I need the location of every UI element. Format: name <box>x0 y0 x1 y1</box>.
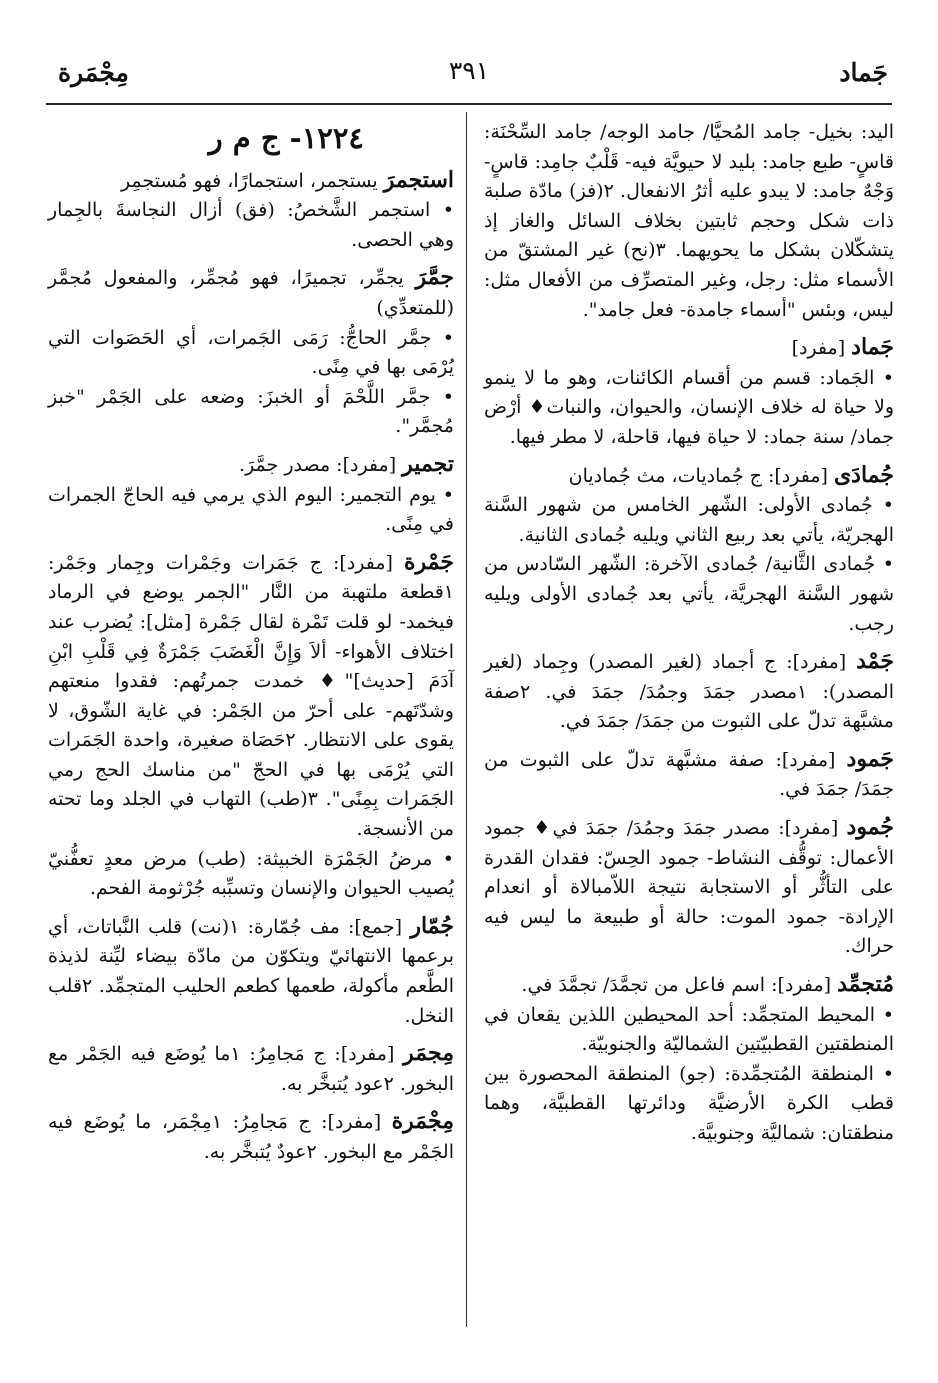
entry-paragraph: • جمَّر الحاجُّ: رَمَى الجَمرات، أي الحَصَوات التي يُرْمَى بها في مِنًى. <box>48 326 454 379</box>
entry-paragraph: • جُمادى الثَّانية/ جُمادى الآخرة: الشّهر السّادس من شهور السَّنة الهجريَّة، يأتي بعد جُمادى الأولى ويليه رجب. <box>484 553 894 635</box>
page-number: ٣٩١ <box>448 56 490 85</box>
entry-headword-line: جمَّرَ يجمِّر، تجميرًا، فهو مُجمِّر، والمفعول مُجمَّر (للمتعدِّي) <box>48 264 454 319</box>
headword: مُتجمِّد <box>837 971 894 998</box>
headword: جُمادَى <box>833 461 894 488</box>
header-rule <box>46 103 892 105</box>
entry-headword-line: مِجْمَرة [مفرد]: ج مَجامِرُ: ١مِجْمَر، ما يُوضَع فيه الجَمْر مع البخور. ٢عودٌ يُتبخَّر به. <box>48 1108 454 1163</box>
header-right-word: جَماد <box>839 58 888 87</box>
headword: تجمير <box>402 450 454 477</box>
page-header <box>40 52 898 92</box>
right-column <box>484 118 894 1149</box>
headword: جُمود <box>846 814 894 841</box>
entry-headword-line: جَمود [مفرد]: صفة مشبَّهة تدلّ على الثبوت من جمَدَ/ جمَدَ في. <box>484 745 894 801</box>
root-heading: ١٢٢٤- ج م ر <box>208 121 364 155</box>
entry-headword-line: جَمْد [مفرد]: ج أجماد (لغير المصدر) وجِماد (لغير المصدر): ١مصدر جمَدَ وجمُدَ/ جمَدَ في. ٢صفة مشبَّهة تدلّ على الثبوت من جمَدَ/ جمَدَ في. <box>484 648 894 733</box>
headword: جَمْد <box>856 648 894 675</box>
entry-headword-line: مِجمَر [مفرد]: ج مَجامِرُ: ١ما يُوضَع فيه الجَمْر مع البخور. ٢عود يُتبخَّر به. <box>48 1040 454 1095</box>
headword: جمَّرَ <box>415 264 454 291</box>
headword: جَمْرة <box>404 548 454 575</box>
entry-headword-line: مُتجمِّد [مفرد]: اسم فاعل من تجمَّدَ/ تجمَّدَ في. <box>521 971 894 998</box>
headword: مِجمَر <box>403 1040 454 1067</box>
entry-paragraph: • الجَماد: قسم من أقسام الكائنات، وهو ما لا ينمو ولا حياة له خلاف الإنسان، والحيوان، والنبات♦ أرْض جماد/ سنة جماد: لا حياة فيها، قاحلة، لا مطر فيها. <box>484 366 894 448</box>
entry-paragraph: اليد: بخيل- جامد المُحيَّا/ جامد الوجه/ جامد السِّحْنَة: قاسٍ- طبع جامد: بليد لا حيويَّة فيه- قَلْبٌ جامِد: قاسٍ- وَجْهٌ جامد: لا يبدو عليه أثرُ الانفعال. ٢(فز) مادّة صلبة ذات شكل وحجم ثابتين بخلاف السائل والغاز إذ يتشكّلان بشكل ما يحويهما. ٣(نح) غير المشتقّ من الأسماء مثل: رجل، وغير المتصرِّف من الأفعال مثل: ليس، وبئس "أسماء جامدة- فعل جامد". <box>484 121 894 321</box>
entry-headword-line: جَمْرة [مفرد]: ج جَمَرات وجَمْرات وجِمار وجَمْر: ١قطعة ملتهبة من النَّار "الجمر يوضع في الرماد فيخمد- لو قلت تَمْرة لقال جَمْرة [مثل]: يُضرب عند اختلاف الأهواء- ألاَ وَإِنَّ الْغَضَبَ جَمْرَةٌ فِي قَلْبِ ابْنِ آدَمَ [حديث]"♦ خمدت جمرتُهم: فقدوا منعتهم وشدّتَهم- على أحرّ من الجَمْر: في غاية الشّوق، لا يقوى على الانتظار. ٢حَصَاة صغيرة، واحدة الجَمَرات التي يُرْمَى بها في الحجّ "من مناسك الحج رمي الجَمَرات بِمِنًى". ٣(طب) التهاب في الجلد وما تحته من الأنسجة. <box>48 548 454 841</box>
entry-headword-line: جَماد [مفرد] <box>791 334 894 361</box>
entry-paragraph: • جُمادى الأولى: الشّهر الخامس من شهور السَّنة الهجريّة، يأتي بعد ربيع الثاني ويليه جُمادى الثانية. <box>484 494 894 546</box>
entry-paragraph: • استجمر الشَّخصُ: (فق) أزال النجاسةَ بالجِمار وهي الحصى. <box>48 199 454 251</box>
entry-headword-line: استجمرَ يستجمر، استجمارًا، فهو مُستجمِر <box>120 166 454 193</box>
headword: جُمّار <box>410 912 454 939</box>
entry-headword-line: جُمود [مفرد]: مصدر جمَدَ وجمُدَ/ جمَدَ في♦ جمود الأعمال: توقُّف النشاط- جمود الحِسّ: فقدان القدرة على التأثُّر أو الاستجابة نتيجة اللاّمبالاة أو انعدام الإرادة- جمود الموت: حالة أو طبيعة ما ليس فيه حراك. <box>484 814 894 958</box>
entry-paragraph: • المنطقة المُتجمِّدة: (جو) المنطقة المحصورة بين قطب الكرة الأرضيَّة ودائرتها القطبيَّة، وهما منطقتان: شماليَّة وجنوبيَّة. <box>484 1062 894 1144</box>
headword: مِجْمَرة <box>391 1108 454 1135</box>
header-left-word: مِجْمَرة <box>58 58 129 87</box>
entry-paragraph: • جمَّر اللَّحْمَ أو الخبزَ: وضعه على الجَمْر "خبز مُجمَّر". <box>48 385 454 438</box>
left-column <box>48 121 454 1168</box>
entry-paragraph: • يوم التجمير: اليوم الذي يرمي فيه الحاجّ الجمرات في مِنًى. <box>48 483 454 536</box>
entry-paragraph: • المحيط المتجمِّد: أحد المحيطين اللذين يقعان في المنطقتين القطبيّتين الشماليّة والجنوبيّة. <box>484 1003 894 1056</box>
headword: استجمرَ <box>383 166 454 193</box>
column-divider <box>466 112 467 1327</box>
entry-headword-line: جُمادَى [مفرد]: ج جُماديات، مث جُماديان <box>568 461 894 488</box>
entry-headword-line: تجمير [مفرد]: مصدر جمَّرَ. <box>239 450 454 477</box>
headword: جَمود <box>846 745 894 772</box>
entry-paragraph: • مرضُ الجَمْرَة الخبيثة: (طب) مرض معدٍ تعفُّنيّ يُصيب الحيوان والإنسان وتسبِّبه جُرْثومة الفحم. <box>48 847 454 900</box>
entry-headword-line: جُمّار [جمع]: مف جُمّارة: ١(نت) قلب النَّباتات، أي برعمها الانتهائيّ ويتكوّن من مادّة بيضاء ليِّنة لذيذة الطَّعم مأكولة، طعمها كطعم الحليب المتجمِّد. ٢قلب النخل. <box>48 912 454 1027</box>
headword: جَماد <box>851 334 894 361</box>
